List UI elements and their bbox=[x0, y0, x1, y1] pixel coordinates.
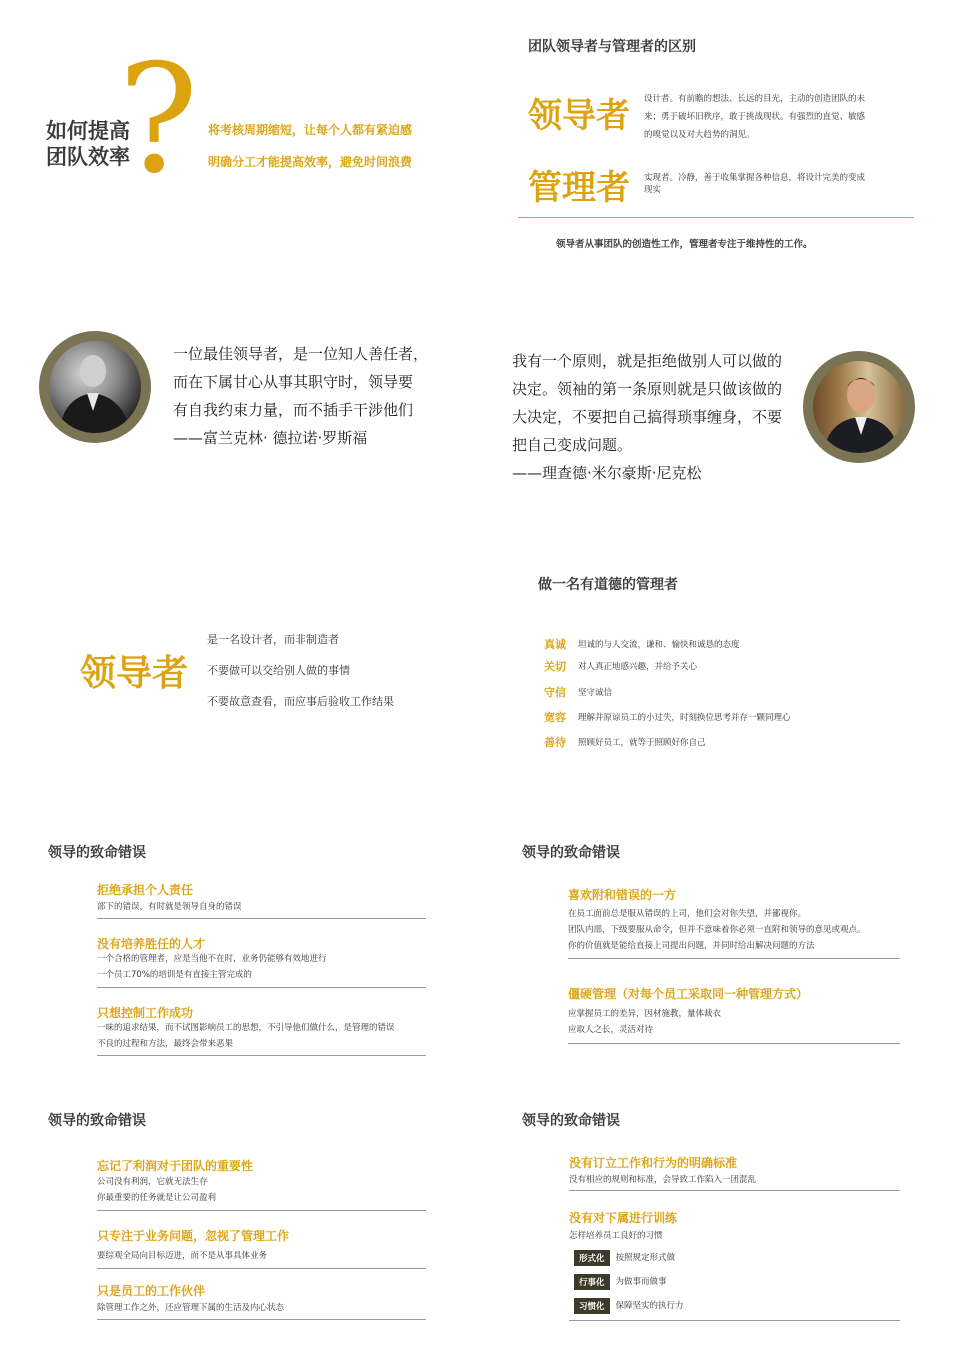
habit-row bbox=[574, 1298, 684, 1314]
mistake-detail: 除管理工作之外，还应管理下属的生活及内心状态 bbox=[97, 1303, 285, 1313]
mistake-heading: 只专注于业务问题，忽视了管理工作 bbox=[97, 1229, 290, 1243]
habit-row bbox=[574, 1250, 675, 1266]
efficiency-title: 如何提高 团队效率 bbox=[46, 119, 130, 169]
divider bbox=[568, 1043, 900, 1044]
leader-description: 设计者。有前瞻的想法、长远的目光，主动的创造团队的未 来；勇于破坏旧秩序，敢于挑战现状。有强烈的直觉、敏感 的嗅觉以及对大趋势的洞见。 bbox=[644, 94, 866, 140]
mistake-heading: 只是员工的工作伙伴 bbox=[97, 1284, 206, 1298]
person-silhouette-icon bbox=[813, 361, 905, 453]
mistake-detail: 一味的追求结果，而不试图影响员工的思想，不引导他们做什么，是管理的错误 bbox=[97, 1023, 395, 1033]
mistake-detail: 团队内部，下级要服从命令，但并不意味着你必须一直附和领导的意见或观点。 bbox=[568, 925, 866, 935]
divider bbox=[518, 217, 914, 218]
efficiency-point-2: 明确分工才能提高效率，避免时间浪费 bbox=[208, 155, 413, 169]
divider bbox=[569, 1190, 900, 1191]
mistake-detail: 部下的错误，有时就是领导自身的错误 bbox=[97, 902, 242, 912]
slide-title: 领导的致命错误 bbox=[522, 845, 620, 861]
slide-title: 团队领导者与管理者的区别 bbox=[528, 39, 696, 55]
slide-title: 做一名有道德的管理者 bbox=[538, 577, 678, 593]
habit-tag: 习惯化 bbox=[574, 1298, 610, 1314]
manager-description: 实现者。冷静，善于收集掌握各种信息，将设计完美的变成 现实 bbox=[644, 173, 866, 195]
value-row: 宽容 理解并原谅员工的小过失，时刻换位思考并存一颗同理心 bbox=[544, 711, 791, 724]
divider bbox=[569, 1320, 900, 1321]
principle-1: 是一名设计者，而非制造者 bbox=[207, 633, 339, 646]
divider bbox=[97, 918, 426, 919]
divider bbox=[568, 958, 900, 959]
leader-word: 领导者 bbox=[528, 96, 630, 136]
question-mark: ? bbox=[118, 33, 199, 207]
principle-3: 不要故意查看，而应事后验收工作结果 bbox=[207, 695, 394, 708]
principle-2: 不要做可以交给别人做的事情 bbox=[207, 664, 350, 677]
person-silhouette-icon bbox=[49, 341, 141, 433]
mistake-heading: 只想控制工作成功 bbox=[97, 1006, 194, 1020]
mistake-detail: 不良的过程和方法，最终会带来恶果 bbox=[97, 1039, 234, 1049]
mistake-heading: 没有订立工作和行为的明确标准 bbox=[569, 1156, 738, 1170]
divider bbox=[97, 1319, 426, 1320]
mistake-detail: 应掌握员工的差异，因材施教，量体裁衣 bbox=[568, 1009, 722, 1019]
mistake-detail: 你最重要的任务就是让公司盈利 bbox=[97, 1193, 217, 1203]
divider bbox=[97, 987, 426, 988]
mistake-detail: 要综观全局向目标迈进，而不是从事具体业务 bbox=[97, 1251, 268, 1261]
nixon-quote: 我有一个原则，就是拒绝做别人可以做的 决定。领袖的第一条原则就是只做该做的 大决定，不要把自己搞得琐事缠身，不要 把自己变成问题。 ——理查德·米尔豪斯·尼克松 bbox=[512, 352, 783, 482]
habit-desc: 为做事而做事 bbox=[615, 1277, 667, 1287]
mistake-detail: 怎样培养员工良好的习惯 bbox=[569, 1231, 663, 1241]
mistake-detail: 在员工面前总是服从错误的上司，他们会对你失望，并鄙视你。 bbox=[568, 909, 807, 919]
slide-title: 领导的致命错误 bbox=[522, 1113, 620, 1129]
divider bbox=[97, 1210, 426, 1211]
leader-word: 领导者 bbox=[80, 653, 189, 694]
mistake-heading: 拒绝承担个人责任 bbox=[97, 883, 194, 897]
efficiency-point-1: 将考核周期缩短，让每个人都有紧迫感 bbox=[208, 123, 413, 137]
divider bbox=[97, 1268, 426, 1269]
slide-title: 领导的致命错误 bbox=[48, 845, 146, 861]
mistake-heading: 没有培养胜任的人才 bbox=[97, 937, 206, 951]
mistake-heading: 没有对下属进行训练 bbox=[569, 1211, 678, 1225]
habit-row bbox=[574, 1274, 667, 1290]
manager-word: 管理者 bbox=[528, 168, 630, 208]
divider bbox=[97, 1055, 426, 1056]
roosevelt-quote: 一位最佳领导者，是一位知人善任者， 而在下属甘心从事其职守时，领导要 有自我约束力量，而不插手干涉他们 ——富兰克林· 德拉诺·罗斯福 bbox=[173, 345, 429, 447]
value-row: 关切 对人真正地感兴趣，并给予关心 bbox=[544, 660, 698, 673]
mistake-heading: 喜欢附和错误的一方 bbox=[568, 888, 677, 902]
habit-desc: 保障坚实的执行力 bbox=[615, 1301, 684, 1311]
mistake-detail: 没有相应的规则和标准，会导致工作陷入一团混乱 bbox=[569, 1175, 757, 1185]
habit-desc: 按照规定形式做 bbox=[615, 1253, 676, 1263]
habit-tag: 行事化 bbox=[574, 1274, 610, 1290]
mistake-detail: 应取人之长，灵活对待 bbox=[568, 1025, 654, 1035]
slide-title: 领导的致命错误 bbox=[48, 1113, 146, 1129]
habit-tag: 形式化 bbox=[574, 1250, 610, 1266]
mistake-detail: 一个合格的管理者，应是当他不在时，业务仍能够有效地进行 bbox=[97, 954, 327, 964]
nixon-portrait bbox=[803, 351, 915, 463]
summary-text: 领导者从事团队的创造性工作，管理者专注于维持性的工作。 bbox=[556, 239, 813, 250]
mistake-heading: 僵硬管理（对每个员工采取同一种管理方式） bbox=[568, 987, 809, 1001]
value-row: 善待 照顾好员工，就等于照顾好你自己 bbox=[544, 736, 706, 749]
value-row: 守信 坚守诚信 bbox=[544, 686, 613, 699]
roosevelt-portrait bbox=[39, 331, 151, 443]
value-row: 真诚 坦诚的与人交流，谦和、愉快和诚恳的态度 bbox=[544, 638, 740, 651]
mistake-detail: 你的价值就是能给直接上司提出问题，并同时给出解决问题的方法 bbox=[568, 941, 815, 951]
mistake-heading: 忘记了利润对于团队的重要性 bbox=[97, 1159, 254, 1173]
mistake-detail: 公司没有利润，它就无法生存 bbox=[97, 1177, 208, 1187]
mistake-detail: 一个员工70%的培训是有直接主管完成的 bbox=[97, 970, 252, 980]
